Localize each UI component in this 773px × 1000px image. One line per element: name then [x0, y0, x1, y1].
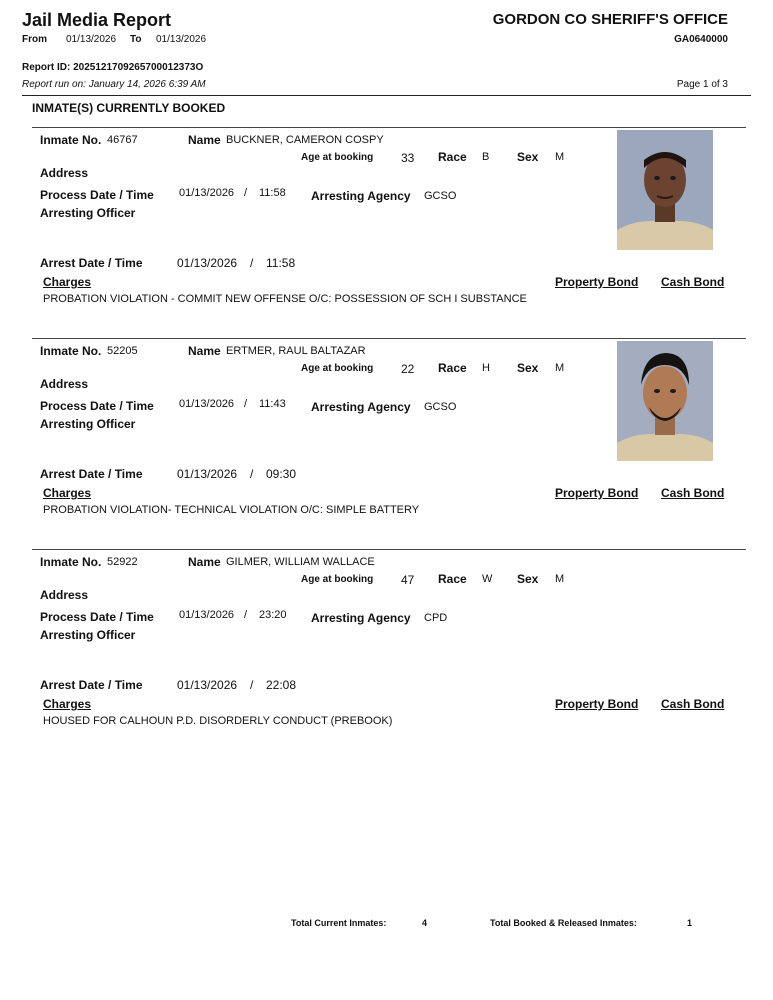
arrest-time: 09:30 [266, 467, 297, 481]
name-value: BUCKNER, CAMERON COSPY [226, 134, 384, 146]
age-value: 47 [401, 573, 415, 587]
race-label: Race [438, 150, 467, 164]
section-title: INMATE(S) CURRENTLY BOOKED [32, 101, 226, 115]
arrest-label: Arrest Date / Time [40, 678, 143, 692]
name-value: ERTMER, RAUL BALTAZAR [226, 345, 366, 357]
slash: / [250, 467, 254, 481]
page-indicator: Page 1 of 3 [676, 79, 728, 90]
sex-value: M [555, 573, 565, 585]
arresting-agency-value: GCSO [424, 401, 457, 413]
inmate-no-label: Inmate No. [40, 133, 102, 147]
name-label: Name [188, 555, 221, 569]
process-label: Process Date / Time [40, 610, 154, 624]
process-time: 11:58 [259, 187, 286, 199]
sex-label: Sex [517, 572, 539, 586]
report-id: Report ID: 2025121709265700012373O [22, 62, 204, 73]
age-label: Age at booking [301, 574, 374, 585]
cash-bond-label: Cash Bond [661, 275, 725, 289]
arrest-date: 01/13/2026 [177, 256, 238, 270]
process-date: 01/13/2026 [179, 398, 235, 410]
arresting-agency-label: Arresting Agency [311, 189, 411, 203]
report-run-on: Report run on: January 14, 2026 6:39 AM [22, 79, 206, 90]
inmate-no-label: Inmate No. [40, 344, 102, 358]
arresting-agency-label: Arresting Agency [311, 611, 411, 625]
property-bond-label: Property Bond [555, 697, 639, 711]
sex-value: M [555, 151, 565, 163]
to-date: 01/13/2026 [156, 34, 207, 45]
inmate-no-label: Inmate No. [40, 555, 102, 569]
total-released-value: 1 [687, 918, 693, 928]
process-date: 01/13/2026 [179, 187, 235, 199]
arresting-agency-label: Arresting Agency [311, 400, 411, 414]
arrest-time: 22:08 [266, 678, 297, 692]
age-value: 22 [401, 362, 415, 376]
arresting-officer-label: Arresting Officer [40, 206, 136, 220]
address-label: Address [40, 166, 89, 180]
race-label: Race [438, 361, 467, 375]
record-divider [32, 549, 746, 550]
process-date: 01/13/2026 [179, 609, 235, 621]
property-bond-label: Property Bond [555, 486, 639, 500]
process-label: Process Date / Time [40, 399, 154, 413]
inmate-no-value: 52922 [107, 556, 138, 568]
charge-text: HOUSED FOR CALHOUN P.D. DISORDERLY CONDUCT (PREBOOK) [43, 715, 393, 727]
slash: / [250, 256, 254, 270]
slash: / [244, 187, 248, 199]
arrest-date: 01/13/2026 [177, 678, 238, 692]
property-bond-label: Property Bond [555, 275, 639, 289]
mugshot-photo [617, 341, 713, 461]
address-label: Address [40, 588, 89, 602]
charge-text: PROBATION VIOLATION - COMMIT NEW OFFENSE O/C: POSSESSION OF SCH I SUBSTANCE [43, 293, 527, 305]
arresting-officer-label: Arresting Officer [40, 417, 136, 431]
age-label: Age at booking [301, 152, 374, 163]
inmate-no-value: 52205 [107, 345, 138, 357]
process-time: 23:20 [259, 609, 287, 621]
mugshot-photo [617, 130, 713, 250]
slash: / [250, 678, 254, 692]
total-current-value: 4 [422, 918, 428, 928]
slash: / [244, 609, 248, 621]
sex-value: M [555, 362, 565, 374]
name-label: Name [188, 344, 221, 358]
arrest-label: Arrest Date / Time [40, 256, 143, 270]
header-divider [22, 95, 751, 96]
cash-bond-label: Cash Bond [661, 697, 725, 711]
age-value: 33 [401, 151, 415, 165]
process-time: 11:43 [259, 398, 286, 410]
to-label: To [130, 34, 142, 45]
charge-text: PROBATION VIOLATION- TECHNICAL VIOLATION O/C: SIMPLE BATTERY [43, 504, 420, 516]
name-label: Name [188, 133, 221, 147]
record-divider [32, 127, 746, 128]
process-label: Process Date / Time [40, 188, 154, 202]
arresting-agency-value: CPD [424, 612, 448, 624]
record-divider [32, 338, 746, 339]
charges-label: Charges [43, 486, 92, 500]
arrest-date: 01/13/2026 [177, 467, 238, 481]
agency-ori: GA0640000 [674, 34, 728, 45]
charges-label: Charges [43, 697, 92, 711]
arrest-label: Arrest Date / Time [40, 467, 143, 481]
cash-bond-label: Cash Bond [661, 486, 725, 500]
race-value: H [482, 362, 490, 374]
race-value: B [482, 151, 490, 163]
address-label: Address [40, 377, 89, 391]
report-title: Jail Media Report [22, 10, 172, 30]
arresting-agency-value: GCSO [424, 190, 457, 202]
total-released-label: Total Booked & Released Inmates: [490, 918, 637, 928]
from-date: 01/13/2026 [66, 34, 117, 45]
race-value: W [482, 573, 493, 585]
total-current-label: Total Current Inmates: [291, 918, 387, 928]
charges-label: Charges [43, 275, 92, 289]
sex-label: Sex [517, 150, 539, 164]
race-label: Race [438, 572, 467, 586]
name-value: GILMER, WILLIAM WALLACE [226, 556, 375, 568]
agency-name: GORDON CO SHERIFF'S OFFICE [492, 11, 728, 28]
slash: / [244, 398, 248, 410]
arrest-time: 11:58 [266, 256, 296, 270]
arresting-officer-label: Arresting Officer [40, 628, 136, 642]
sex-label: Sex [517, 361, 539, 375]
age-label: Age at booking [301, 363, 374, 374]
from-label: From [22, 34, 47, 45]
inmate-no-value: 46767 [107, 134, 138, 146]
